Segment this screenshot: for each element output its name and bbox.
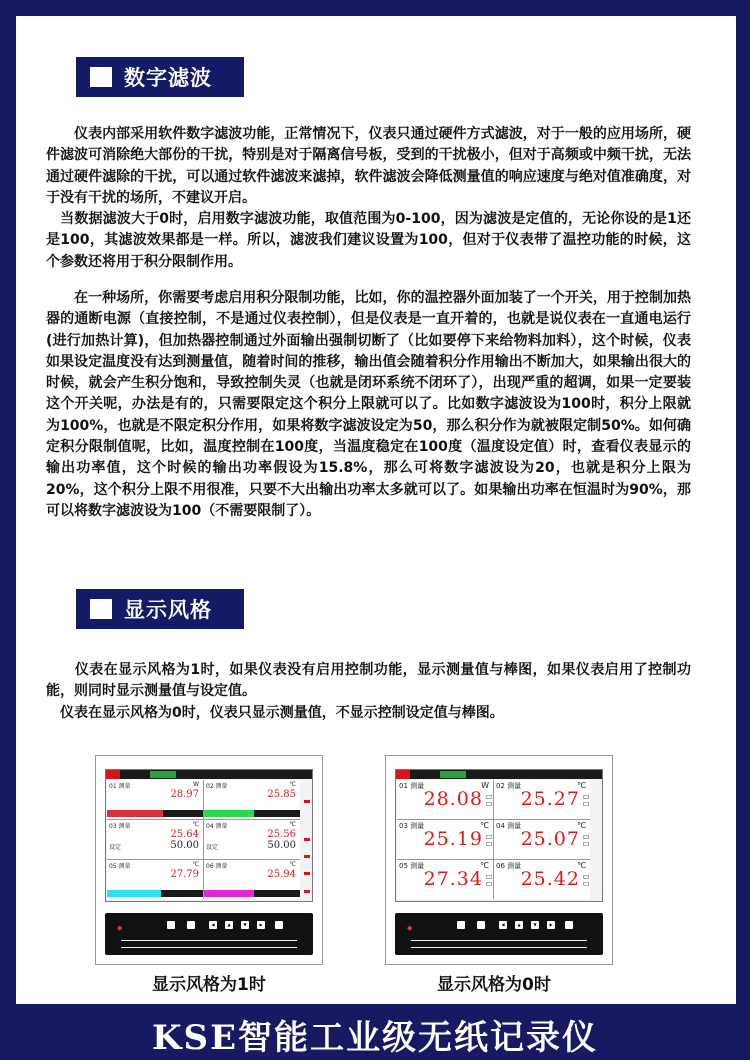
value-marker bbox=[583, 835, 589, 839]
integral-limit-description bbox=[46, 288, 691, 522]
channel-label: 03 测量 bbox=[399, 822, 425, 830]
screen-status-bar bbox=[396, 770, 602, 779]
channel-unit: ℃ bbox=[480, 861, 489, 870]
paragraph: 仪表在显示风格为1时，如果仪表没有启用控制功能，显示测量值与棒图，如果仪表启用了控制功能，则同时显示测量值与设定值。 bbox=[46, 662, 691, 700]
value-marker bbox=[583, 795, 589, 799]
up-arrow-button: ▲ bbox=[515, 921, 523, 929]
panel-button bbox=[167, 921, 175, 929]
channel-label: 04 测量 bbox=[496, 822, 522, 830]
bar-graph bbox=[204, 890, 254, 897]
right-arrow-button: ▶ bbox=[257, 921, 265, 929]
channel-value: 28.08 bbox=[423, 788, 483, 810]
value-marker bbox=[486, 875, 492, 879]
value-marker bbox=[486, 835, 492, 839]
channel-label: 03 测量 bbox=[109, 823, 131, 830]
panel-stripes bbox=[411, 940, 587, 948]
setpoint-value: 50.00 bbox=[170, 840, 199, 851]
channel-cell bbox=[204, 820, 300, 859]
brand-logo-icon: ◆ bbox=[407, 924, 413, 932]
channel-cell bbox=[494, 860, 590, 899]
channel-unit: ℃ bbox=[289, 861, 296, 868]
screen-status-bar bbox=[106, 770, 312, 779]
channel-unit: ℃ bbox=[577, 821, 586, 830]
left-arrow-button: ◀ bbox=[209, 921, 217, 929]
caption-style-0: 显示风格为0时 bbox=[437, 975, 551, 995]
channel-grid bbox=[107, 780, 300, 899]
front-panel bbox=[105, 913, 313, 955]
section-title-digital-filter bbox=[76, 57, 244, 97]
channel-label: 05 测量 bbox=[109, 863, 131, 870]
channel-unit: ℃ bbox=[480, 821, 489, 830]
channel-cell bbox=[397, 780, 493, 819]
value-marker bbox=[486, 802, 492, 806]
channel-value: 25.19 bbox=[423, 828, 483, 850]
bar-graph-empty bbox=[254, 810, 300, 817]
alarm-markers bbox=[301, 780, 311, 899]
panel-stripes bbox=[121, 940, 297, 948]
channel-value: 27.34 bbox=[423, 868, 483, 890]
channel-label: 06 测量 bbox=[496, 862, 522, 870]
channel-label: 05 测量 bbox=[399, 862, 425, 870]
filter-description bbox=[46, 124, 691, 273]
channel-unit: ℃ bbox=[192, 861, 199, 868]
channel-cell bbox=[107, 860, 203, 899]
panel-button bbox=[187, 921, 195, 929]
channel-grid bbox=[397, 780, 590, 899]
caption-style-1: 显示风格为1时 bbox=[152, 975, 266, 995]
channel-label: 06 测量 bbox=[206, 863, 228, 870]
recorder-screen bbox=[395, 769, 603, 902]
bar-graph-empty bbox=[163, 810, 203, 817]
channel-unit: ℃ bbox=[289, 781, 296, 788]
panel-button bbox=[457, 921, 465, 929]
channel-cell bbox=[204, 780, 300, 819]
section-title-text: 数字滤波 bbox=[124, 66, 212, 90]
panel-button bbox=[275, 921, 283, 929]
recorder-screen bbox=[105, 769, 313, 902]
left-arrow-button: ◀ bbox=[499, 921, 507, 929]
channel-cell bbox=[494, 780, 590, 819]
bar-graph bbox=[107, 810, 163, 817]
paragraph: 仪表内部采用软件数字滤波功能，正常情况下，仪表只通过硬件方式滤波，对于一般的应用场所，硬件滤波可消除绝大部份的干扰，特别是对于隔离信号板，受到的干扰极小，但对于高频或中频干扰，无法通过硬件滤除的干扰，可以通过软件滤波来滤掉，软件滤波会降低测量值的响应速度与绝对值准确度，对于没有干扰的场所，不建议开启。 bbox=[46, 126, 691, 206]
bar-graph bbox=[107, 890, 161, 897]
bar-graph-empty bbox=[161, 890, 203, 897]
channel-value: 25.64 bbox=[170, 829, 199, 840]
down-arrow-button: ▼ bbox=[531, 921, 539, 929]
channel-value: 25.42 bbox=[520, 868, 580, 890]
setpoint-value: 50.00 bbox=[267, 840, 296, 851]
channel-value: 28.97 bbox=[170, 789, 199, 800]
channel-cell bbox=[397, 860, 493, 899]
channel-value: 25.07 bbox=[520, 828, 580, 850]
channel-value: 25.56 bbox=[267, 829, 296, 840]
paragraph: 仪表在显示风格为0时，仪表只显示测量值，不显示控制设定值与棒图。 bbox=[46, 704, 504, 721]
panel-button bbox=[565, 921, 573, 929]
value-marker bbox=[486, 795, 492, 799]
channel-label: 04 测量 bbox=[206, 823, 228, 830]
channel-unit: ℃ bbox=[577, 861, 586, 870]
channel-cell bbox=[397, 820, 493, 859]
title-square-icon bbox=[90, 67, 112, 87]
channel-unit: W bbox=[481, 781, 489, 790]
value-marker bbox=[486, 882, 492, 886]
display-style-description bbox=[46, 660, 691, 724]
setpoint-label: 设定 bbox=[206, 844, 219, 851]
channel-value: 25.27 bbox=[520, 788, 580, 810]
title-square-icon bbox=[90, 599, 112, 619]
channel-value: 25.94 bbox=[267, 869, 296, 880]
value-marker bbox=[486, 842, 492, 846]
value-marker bbox=[583, 842, 589, 846]
recorder-photo-style-1 bbox=[95, 755, 323, 965]
channel-unit: ℃ bbox=[192, 821, 199, 828]
channel-cell bbox=[494, 820, 590, 859]
section-title-display-style bbox=[76, 589, 244, 629]
channel-value: 27.79 bbox=[170, 869, 199, 880]
up-arrow-button: ▲ bbox=[225, 921, 233, 929]
setpoint-label: 设定 bbox=[109, 844, 122, 851]
section-title-text: 显示风格 bbox=[124, 598, 212, 622]
channel-label: 01 测量 bbox=[109, 783, 131, 790]
front-panel bbox=[395, 913, 603, 955]
bar-graph bbox=[204, 810, 254, 817]
channel-cell bbox=[107, 820, 203, 859]
brand-logo-icon: ◆ bbox=[117, 924, 123, 932]
panel-button bbox=[477, 921, 485, 929]
recorder-photo-style-0 bbox=[385, 755, 613, 965]
paragraph: 当数据滤波大于0时，启用数字滤波功能，取值范围为0-100，因为滤波是定值的，无论你设的是1还是100，其滤波效果都是一样。所以，滤波我们建议设置为100，但对于仪表带了温控功能的时候，这个参数还将用于积分限制作用。 bbox=[46, 211, 691, 270]
footer-title: KSE智能工业级无纸记录仪 bbox=[151, 1018, 599, 1058]
channel-label: 01 测量 bbox=[399, 782, 425, 790]
value-marker bbox=[583, 875, 589, 879]
channel-unit: ℃ bbox=[577, 781, 586, 790]
bar-graph-empty bbox=[254, 890, 300, 897]
channel-label: 02 测量 bbox=[496, 782, 522, 790]
channel-cell bbox=[204, 860, 300, 899]
paragraph: 在一种场所，你需要考虑启用积分限制功能，比如，你的温控器外面加装了一个开关，用于控制加热器的通断电源（直接控制，不是通过仪表控制），但是仪表是一直开着的，也就是说仪表在一直通电运行(进行加热计算)，但加热器控制通过外面输出强制切断了（比如要停下来给物料加料），这个时候，仪表如果设定温度没有达到测量值，随着时间的推移，输出值会随着积分作用输出不断加大，如果输出很大的时候，就会产生积分饱和，导致控制失灵（也就是闭环系统不闭环了），出现严重的超调，如果一定要装这个开关呢，办法是有的，只需要限定这个积分上限就可以了。比如数字滤波设为100时，积分上限就为100%，也就是不限定积分作用，如果将数字滤波设定为50，那么积分作为就被限定制50%。如何确定积分限制值呢，比如，温度控制在100度，当温度稳定在100度（温度设定值）时，查看仪表显示的输出功率值，这个时候的输出功率假设为15.8%，那么可将数字滤波设为20，也就是积分上限为20%，这个积分上限不用很准，只要不大出输出功率太多就可以了。如果输出功率在恒温时为90%，那可以将数字滤波设为100（不需要限制了）。 bbox=[46, 290, 691, 519]
down-arrow-button: ▼ bbox=[241, 921, 249, 929]
value-marker bbox=[583, 802, 589, 806]
right-arrow-button: ▶ bbox=[547, 921, 555, 929]
value-marker bbox=[583, 882, 589, 886]
channel-unit: ℃ bbox=[289, 821, 296, 828]
channel-value: 25.85 bbox=[267, 789, 296, 800]
channel-label: 02 测量 bbox=[206, 783, 228, 790]
channel-unit: W bbox=[193, 781, 199, 788]
channel-cell bbox=[107, 780, 203, 819]
